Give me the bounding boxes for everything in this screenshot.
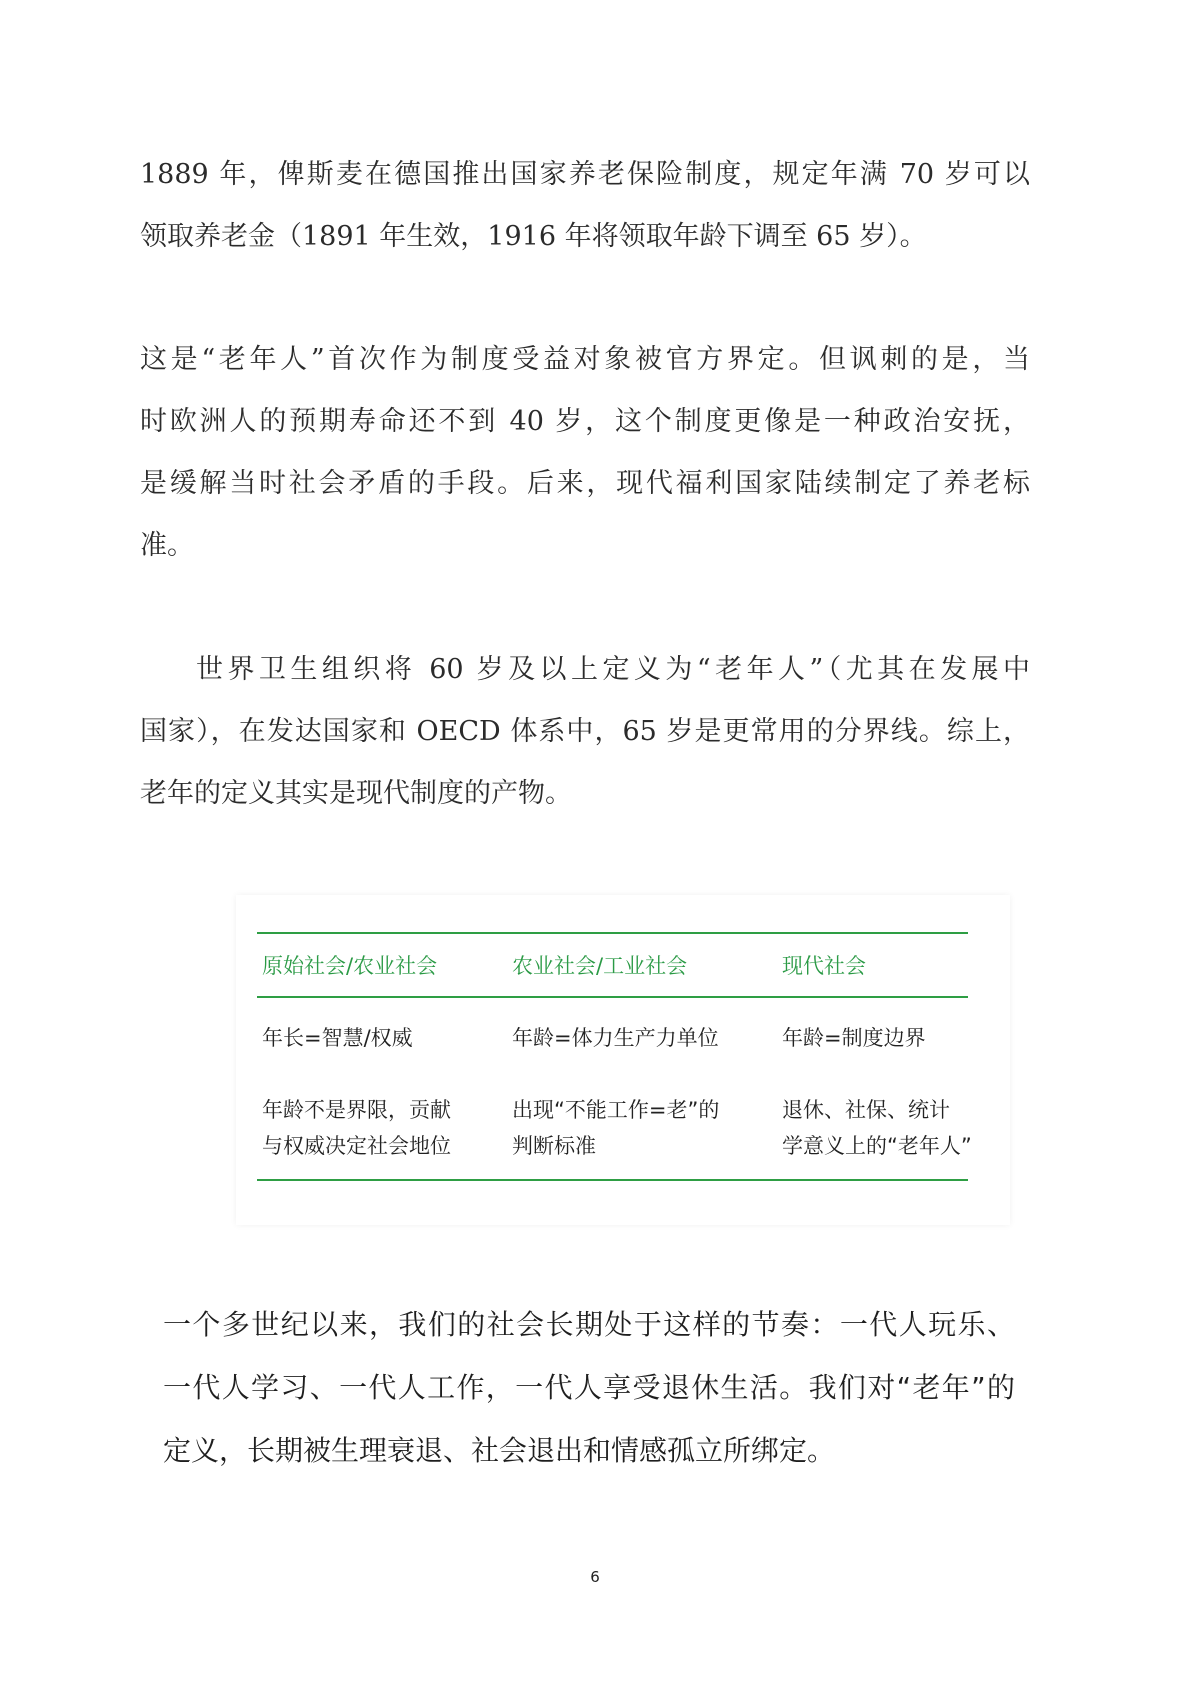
closing-line: 一代人学习、一代人工作，一代人享受退休生活。我们对“老年”的 <box>163 1371 1015 1404</box>
paragraph-line: 世界卫生组织将 60 岁及以上定义为“老年人”（尤其在发展中 <box>196 654 1030 685</box>
table-header-rule <box>257 996 968 998</box>
table-top-rule <box>257 932 968 934</box>
paragraph-line: 1889 年，俾斯麦在德国推出国家养老保险制度，规定年满 70 岁可以 <box>140 159 1030 190</box>
table-cell: 年龄不是界限，贡献 与权威决定社会地位 <box>262 1098 451 1158</box>
paragraph-elderly-definition <box>140 329 1030 577</box>
paragraph-line: 这是“老年人”首次作为制度受益对象被官方界定。但讽刺的是，当 <box>140 344 1030 375</box>
table-bottom-rule <box>257 1179 968 1181</box>
page-number: 6 <box>590 1568 600 1586</box>
paragraph-line: 准。 <box>140 530 194 561</box>
paragraph-line: 时欧洲人的预期寿命还不到 40 岁，这个制度更像是一种政治安抚， <box>140 406 1030 437</box>
table-cell: 退休、社保、统计 学意义上的“老年人” <box>782 1098 972 1158</box>
table-header: 原始社会/农业社会 <box>262 954 438 978</box>
table-cell: 年长=智慧/权威 <box>262 1026 413 1050</box>
paragraph-who-definition <box>140 639 1030 825</box>
table-header: 现代社会 <box>782 954 866 978</box>
table-cell: 年龄=体力生产力单位 <box>512 1026 719 1050</box>
paragraph-line: 是缓解当时社会矛盾的手段。后来，现代福利国家陆续制定了养老标 <box>140 468 1030 499</box>
comparison-table <box>236 895 1010 1225</box>
paragraph-line: 国家），在发达国家和 OECD 体系中，65 岁是更常用的分界线。综上， <box>140 716 1030 747</box>
paragraph-line: 老年的定义其实是现代制度的产物。 <box>140 778 572 809</box>
table-cell: 出现“不能工作=老”的 判断标准 <box>512 1098 720 1158</box>
paragraph-line: 领取养老金（1891 年生效，1916 年将领取年龄下调至 65 岁）。 <box>140 221 927 252</box>
closing-line: 定义，长期被生理衰退、社会退出和情感孤立所绑定。 <box>163 1434 836 1467</box>
table-header: 农业社会/工业社会 <box>512 954 688 978</box>
closing-paragraph <box>163 1293 1015 1482</box>
closing-line: 一个多世纪以来，我们的社会长期处于这样的节奏：一代人玩乐、 <box>163 1308 1015 1341</box>
paragraph-bismarck <box>140 144 1030 268</box>
table-cell: 年龄=制度边界 <box>782 1026 926 1050</box>
